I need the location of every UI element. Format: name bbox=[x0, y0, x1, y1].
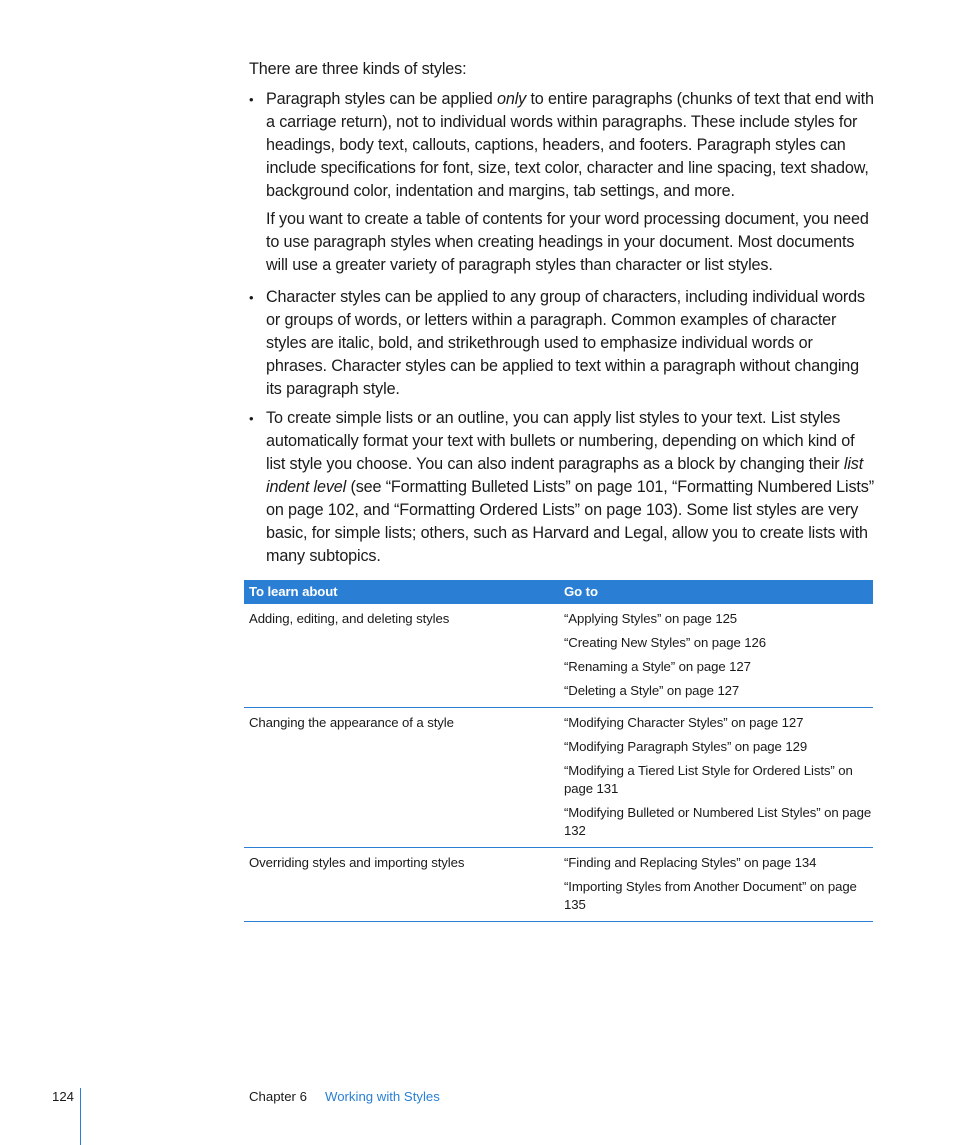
bullet-marker: • bbox=[249, 290, 254, 305]
links-cell bbox=[559, 708, 873, 848]
bullet-subparagraph: If you want to create a table of contents for your word processing document, you need to use paragraph styles when creating headings in your document. Most documents will use a greater variety of paragraph styles than character or list styles. bbox=[266, 210, 869, 274]
topic-cell: Adding, editing, and deleting styles bbox=[244, 604, 559, 708]
footer-divider bbox=[80, 1088, 81, 1145]
cross-reference-link[interactable]: “Deleting a Style” on page 127 bbox=[564, 683, 740, 698]
text-run: to entire paragraphs (chunks of text that end with a carriage return), not to individual words within paragraphs. These include styles for headings, body text, callouts, captions, headers, and footers. Paragraph styles can include specifications for font, size, text color, character and line spacing, text shadow, background color, indentation and margins, tab settings, and more. bbox=[266, 90, 874, 200]
cross-reference-link[interactable]: “Applying Styles” on page 125 bbox=[564, 611, 738, 626]
text-run: To create simple lists or an outline, you can apply list styles to your text. List styles automatically format your text with bullets or numbering, depending on which kind of list style you choose. You can also indent paragraphs as a block by changing their bbox=[266, 409, 855, 473]
chapter-label: Chapter 6 bbox=[249, 1089, 307, 1104]
header-go-to: Go to bbox=[559, 580, 873, 604]
chapter-title-link[interactable]: Working with Styles bbox=[325, 1089, 440, 1104]
bullet-text bbox=[266, 88, 874, 203]
cross-reference-link[interactable]: “Modifying Bulleted or Numbered List Styles” on page 132 bbox=[564, 805, 872, 838]
page-number: 124 bbox=[52, 1089, 75, 1104]
bullet-marker: • bbox=[249, 411, 254, 426]
bullet-paragraph-styles bbox=[249, 88, 874, 277]
header-to-learn-about: To learn about bbox=[244, 580, 559, 604]
italic-text: list indent level bbox=[266, 455, 864, 496]
cross-reference-link[interactable]: “Finding and Replacing Styles” on page 134 bbox=[564, 855, 817, 870]
cross-reference-link[interactable]: “Renaming a Style” on page 127 bbox=[564, 659, 751, 674]
italic-text: only bbox=[496, 90, 527, 108]
bullet-character-styles bbox=[249, 286, 874, 401]
bullet-text: Character styles can be applied to any group of characters, including individual words or groups of words, or letters within a paragraph. Common examples of character styles are italic, bold, and strikethrough used to emphasize individual words or phrases. Character styles can be applied to text within a paragraph without changing its paragraph style. bbox=[266, 288, 865, 398]
links-cell bbox=[559, 848, 873, 922]
table-header-row bbox=[244, 580, 873, 604]
bullet-text bbox=[266, 407, 874, 568]
reference-table bbox=[244, 580, 873, 922]
cross-reference-link[interactable]: “Modifying Character Styles” on page 127 bbox=[564, 715, 804, 730]
intro-paragraph: There are three kinds of styles: bbox=[249, 60, 467, 78]
cross-reference-link[interactable]: “Modifying Paragraph Styles” on page 129 bbox=[564, 739, 808, 754]
bullet-marker: • bbox=[249, 92, 254, 107]
table-row bbox=[244, 848, 873, 922]
links-cell bbox=[559, 604, 873, 708]
table-row bbox=[244, 604, 873, 708]
topic-cell: Overriding styles and importing styles bbox=[244, 848, 559, 922]
text-run: (see “Formatting Bulleted Lists” on page 101, “Formatting Numbered Lists” on page 102, and “Formatting Ordered Lists” on page 103). Some list styles are very basic, for simple lists; others, such as Harvard and Legal, allow you to create lists with many subtopics. bbox=[266, 478, 874, 565]
cross-reference-link[interactable]: “Importing Styles from Another Document” on page 135 bbox=[564, 879, 857, 912]
cross-reference-link[interactable]: “Creating New Styles” on page 126 bbox=[564, 635, 766, 650]
text-run: Paragraph styles can be applied bbox=[266, 90, 497, 108]
table-row bbox=[244, 708, 873, 848]
bullet-list-styles bbox=[249, 407, 874, 568]
topic-cell: Changing the appearance of a style bbox=[244, 708, 559, 848]
body-content bbox=[249, 58, 874, 568]
cross-reference-link[interactable]: “Modifying a Tiered List Style for Ordered Lists” on page 131 bbox=[564, 763, 853, 796]
